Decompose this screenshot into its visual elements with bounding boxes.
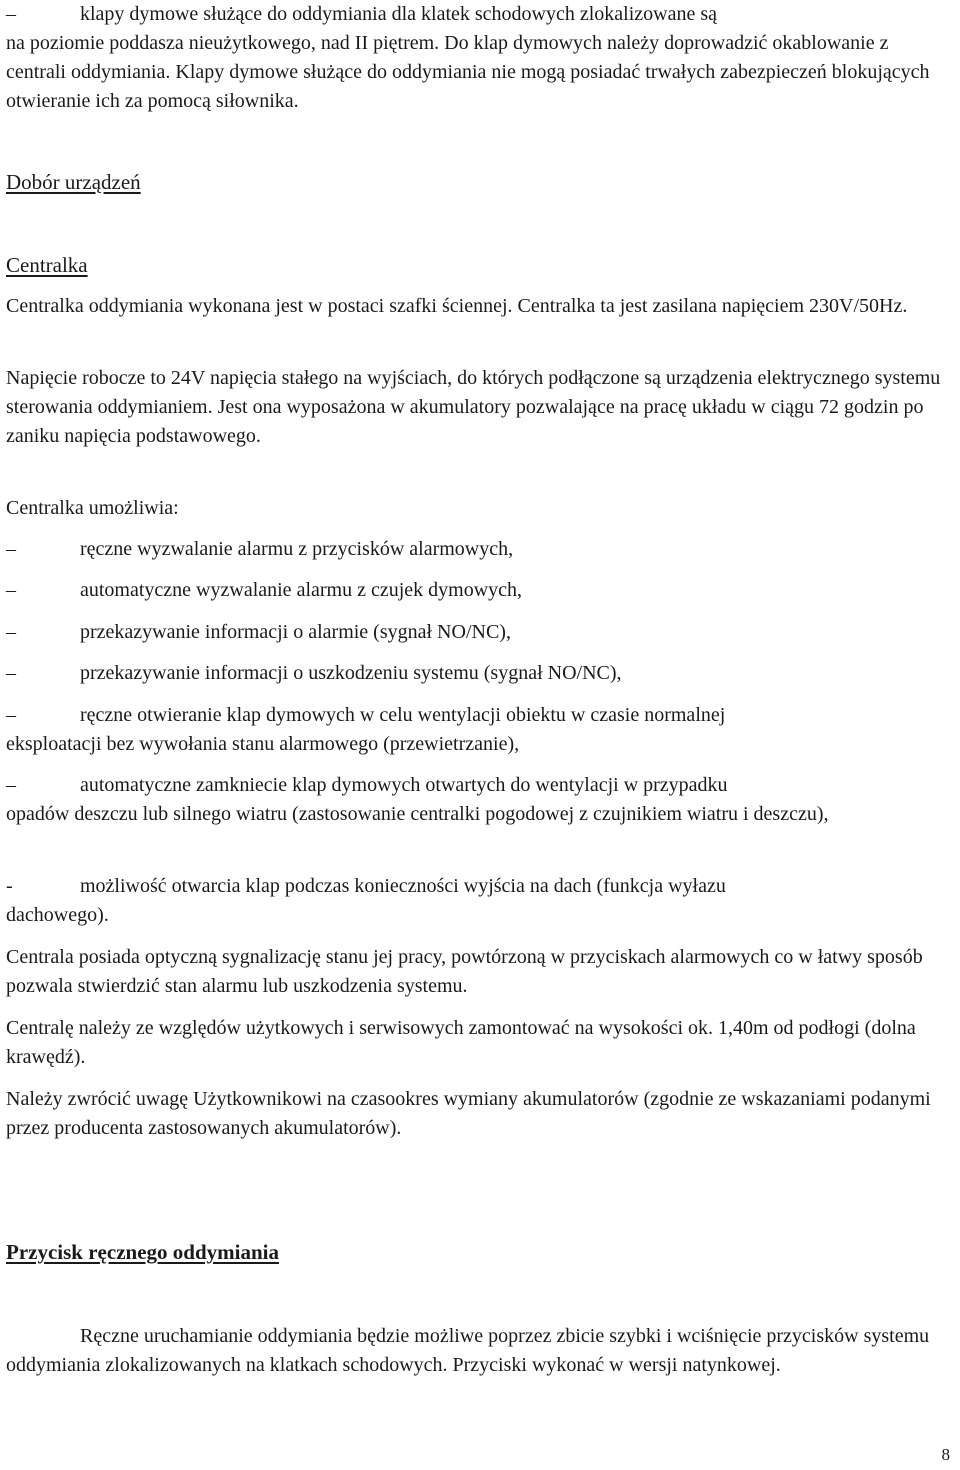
list-dash: – xyxy=(6,774,16,796)
list-item-text: automatyczne wyzwalanie alarmu z czujek dymowych, xyxy=(80,579,523,601)
list-item-first-line: klapy dymowe służące do oddymiania dla klatek schodowych zlokalizowane są xyxy=(80,3,718,25)
paragraph-operating-voltage: Napięcie robocze to 24V napięcia stałego na wyjściach, do których podłączone są urządzenia elektrycznego systemu sterowania oddymianiem. Jest ona wyposażona w akumulatory pozwalające na pracę układu w ciągu 72 godzin po zaniku napięcia podstawowego. xyxy=(6,367,941,447)
list-item-smoke-flaps xyxy=(6,0,952,116)
list-dash: – xyxy=(6,621,16,643)
paragraph-optical-signalling: Centrala posiada optyczną sygnalizację stanu jej pracy, powtórzoną w przyciskach alarmowych co w łatwy sposób pozwala stwierdzić stan alarmu lub uszkodzenia systemu. xyxy=(6,946,923,997)
section-title-equipment-selection: Dobór urządzeń xyxy=(6,170,141,194)
paragraph-battery-replacement: Należy zwrócić uwagę Użytkownikowi na czasookres wymiany akumulatorów (zgodnie ze wskazaniami podanymi przez producenta zastosowanych akumulatorów). xyxy=(6,1088,931,1139)
paragraph-mounting-height: Centralę należy ze względów użytkowych i serwisowych zamontować na wysokości ok. 1,40m od podłogi (dolna krawędź). xyxy=(6,1017,916,1068)
list-item xyxy=(6,872,952,930)
paragraph-manual-activation: Ręczne uruchamianie oddymiania będzie możliwe poprzez zbicie szybki i wciśnięcie przycisków systemu oddymiania zlokalizowanych na klatkach schodowych. Przyciski wykonać w wersji natynkowej. xyxy=(6,1325,930,1376)
subsection-title-control-unit: Centralka xyxy=(6,253,88,277)
list-dash: – xyxy=(6,704,16,726)
paragraph-control-unit-description: Centralka oddymiania wykonana jest w postaci szafki ściennej. Centralka ta jest zasilana napięciem 230V/50Hz. xyxy=(6,295,908,317)
list-item-continuation: eksploatacji bez wywołania stanu alarmowego (przewietrzanie), xyxy=(6,733,520,755)
list-dash: – xyxy=(6,538,16,560)
list-dash: – xyxy=(6,3,16,25)
list-dash: - xyxy=(6,875,13,897)
list-item-continuation: opadów deszczu lub silnego wiatru (zastosowanie centralki pogodowej z czujnikiem wiatru i deszczu), xyxy=(6,803,829,825)
list-item-text: przekazywanie informacji o uszkodzeniu systemu (sygnał NO/NC), xyxy=(80,662,622,684)
list-item-text: przekazywanie informacji o alarmie (sygnał NO/NC), xyxy=(80,621,511,643)
list-dash: – xyxy=(6,579,16,601)
list-item xyxy=(6,535,952,564)
list-item-continuation: dachowego). xyxy=(6,904,109,926)
section-title-manual-button: Przycisk ręcznego oddymiania xyxy=(6,1240,279,1264)
list-item xyxy=(6,659,952,688)
list-item xyxy=(6,771,952,829)
page-number: 8 xyxy=(941,1445,950,1464)
list-item xyxy=(6,618,952,647)
list-item-text: możliwość otwarcia klap podczas konieczności wyjścia na dach (funkcja wyłazu xyxy=(80,875,726,897)
list-item xyxy=(6,701,952,759)
list-item-text: ręczne otwieranie klap dymowych w celu wentylacji obiektu w czasie normalnej xyxy=(80,704,726,726)
list-item-text: ręczne wyzwalanie alarmu z przycisków alarmowych, xyxy=(80,538,514,560)
list-item-text: automatyczne zamkniecie klap dymowych otwartych do wentylacji w przypadku xyxy=(80,774,728,796)
list-dash: – xyxy=(6,662,16,684)
list-item xyxy=(6,576,952,605)
list-item-continuation: na poziomie poddasza nieużytkowego, nad II piętrem. Do klap dymowych należy doprowadzić okablowanie z centrali oddymiania. Klapy dymowe służące do oddymiania nie mogą posiadać trwałych zabezpieczeń blokujących otwieranie ich za pomocą siłownika. xyxy=(6,32,930,112)
paragraph-control-unit-enables: Centralka umożliwia: xyxy=(6,497,179,519)
